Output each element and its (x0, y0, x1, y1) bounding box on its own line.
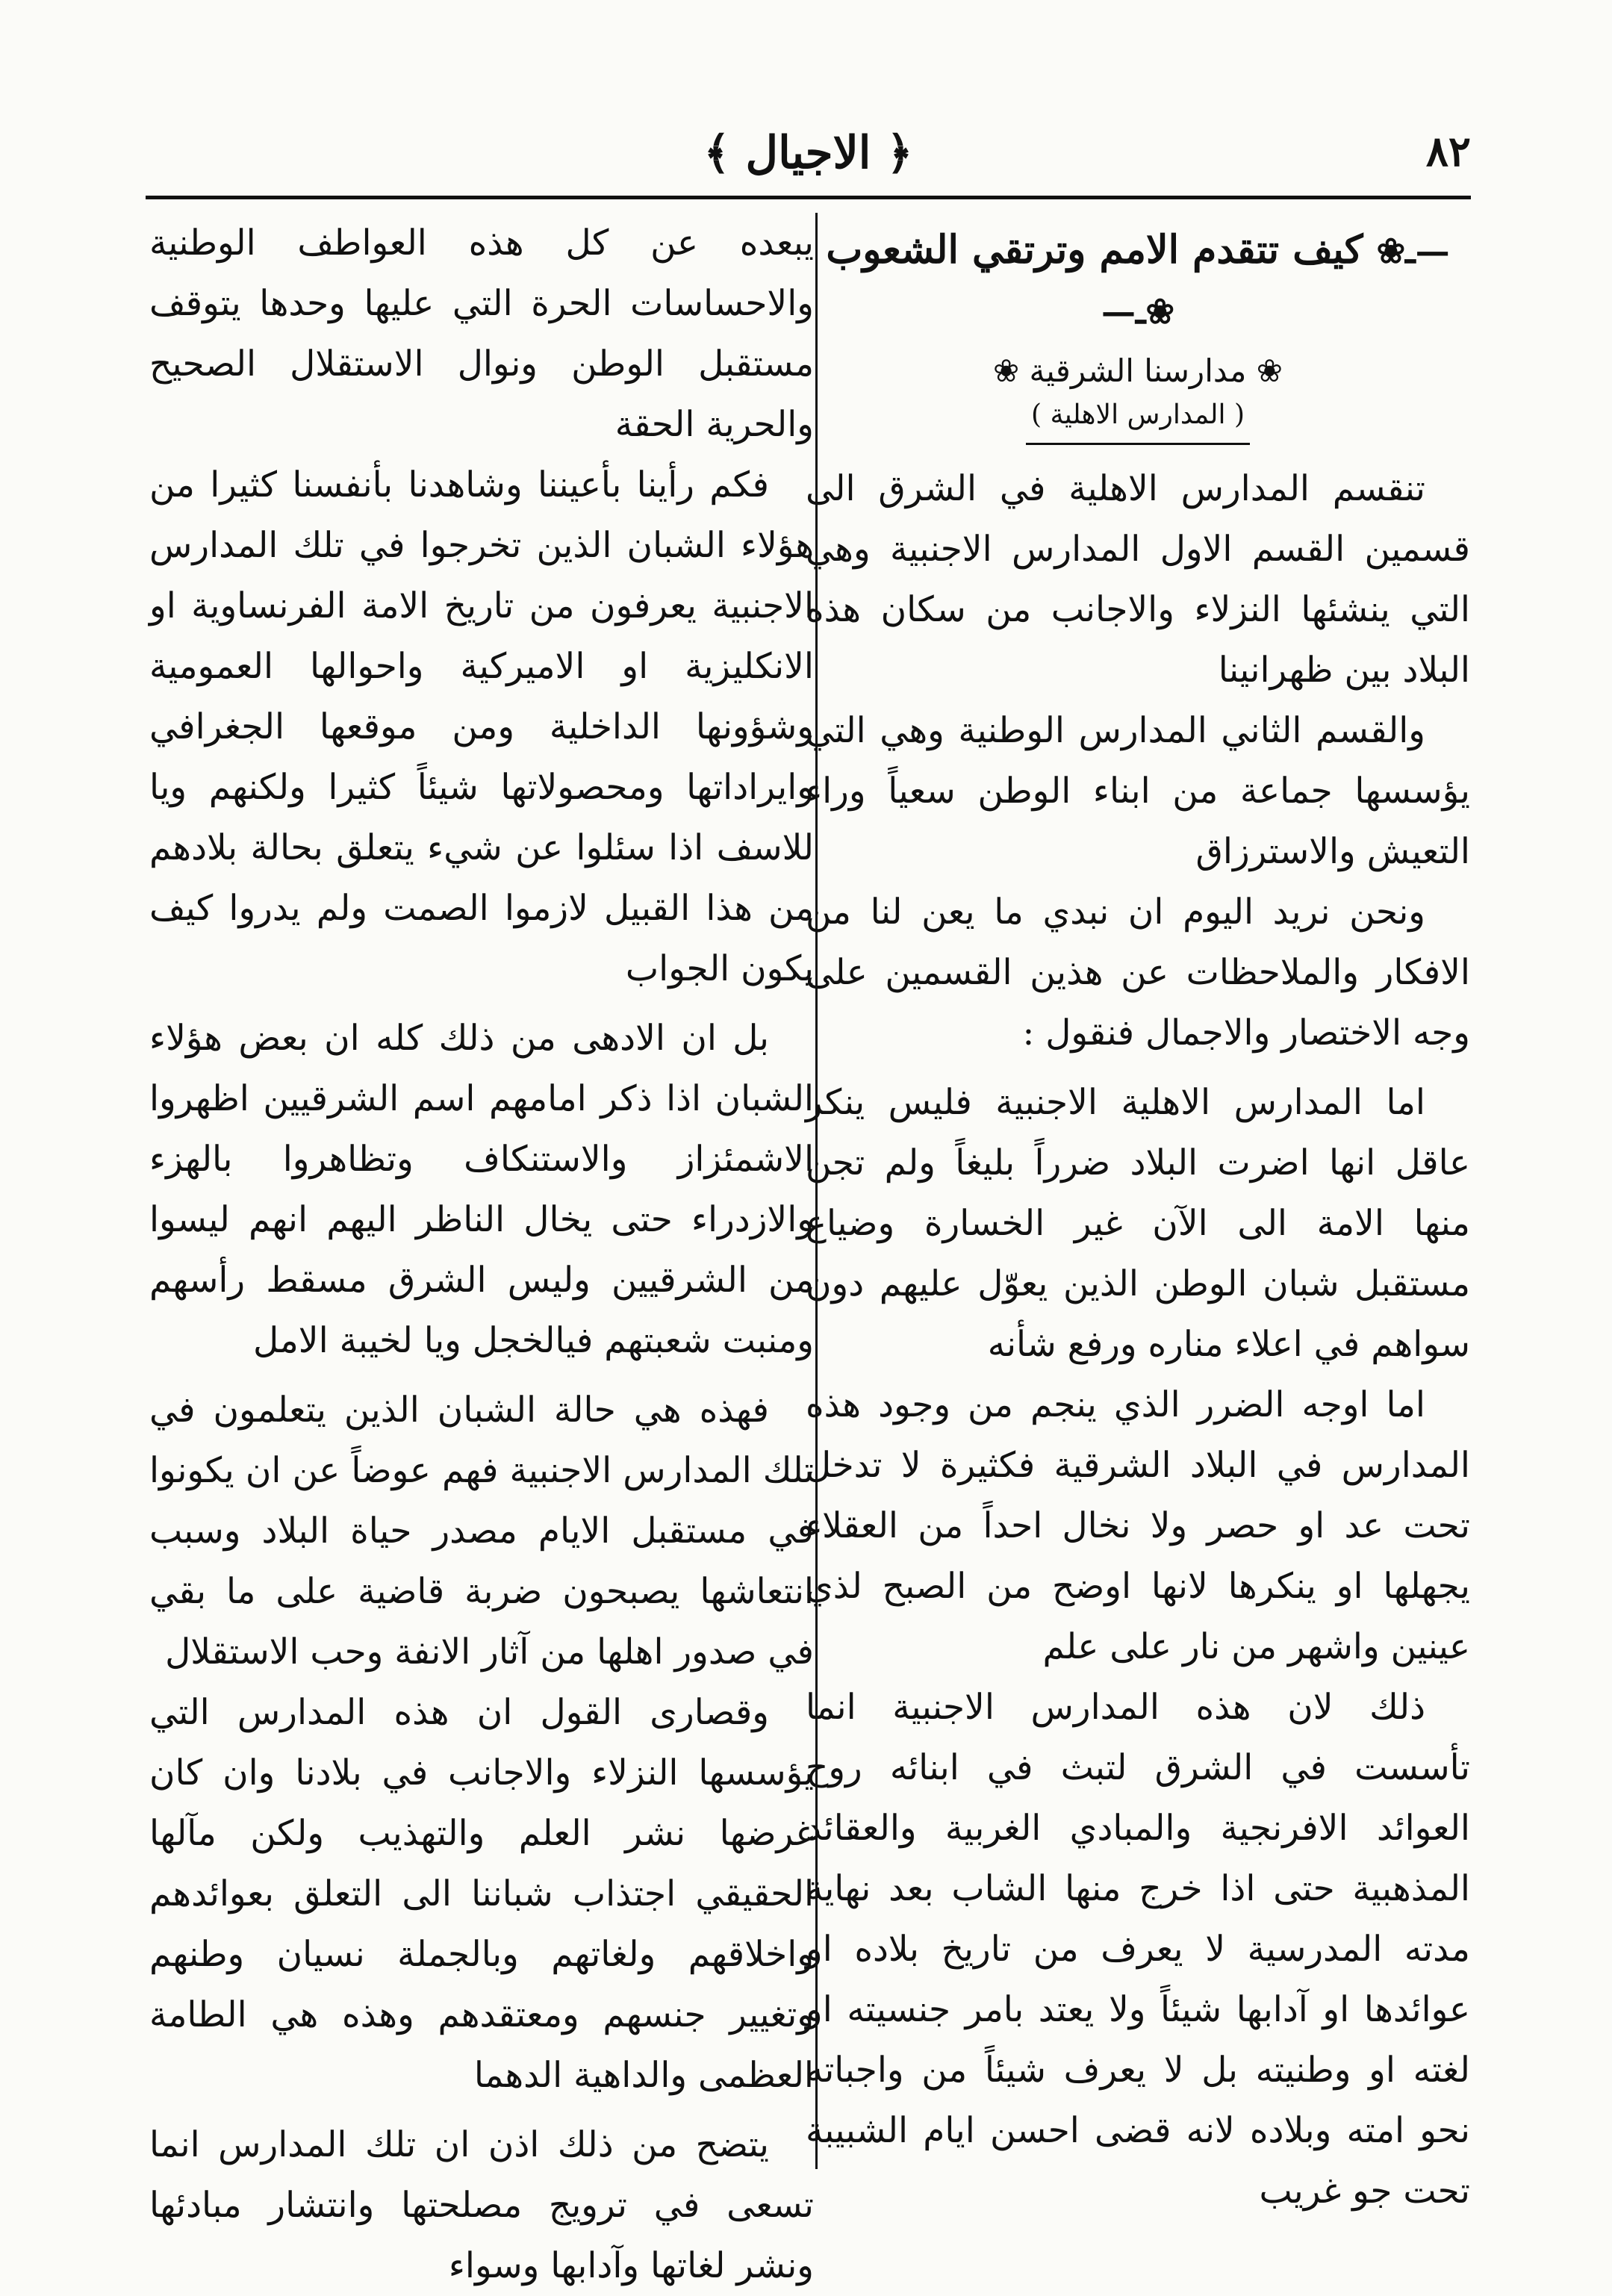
title-ornament-right: —ـ❀ (1376, 231, 1450, 271)
paragraph: ونحن نريد اليوم ان نبدي ما يعن لنا من الافكار والملاحظات عن هذين القسمين على وجه الاختصار والاجمال فنقول : (806, 892, 1470, 1054)
title-rule (1026, 443, 1250, 445)
paragraph: اما المدارس الاهلية الاجنبية فليس ينكر عاقل انها اضرت البلاد ضرراً بليغاً ولم تجن منها الامة الى الآن غير الخسارة وضياع مستقبل شبان الوطن الذين يعوّل عليهم دون سواهم في اعلاء مناره ورفع شأنه (806, 1082, 1470, 1365)
title-ornament-left: ❀ـ— (1101, 291, 1175, 332)
page-header (146, 127, 1471, 194)
paragraph: فكم رأينا بأعيننا وشاهدنا بأنفسنا كثيرا من هؤلاء الشبان الذين تخرجوا في تلك المدارس الاجنبية يعرفون من تاريخ الامة الفرنساوية او الانكليزية او الاميركية واحوالها العمومية وشؤونها الداخلية ومن موقعها الجغرافي وايراداتها ومحصولاتها شيئاً كثيرا ولكنهم ويا للاسف اذا سئلوا عن شيء يتعلق بحالة بلادهم من هذا القبيل لازموا الصمت ولم يدروا كيف يكون الجواب (149, 464, 814, 989)
paragraph: اما اوجه الضرر الذي ينجم من وجود هذه المدارس في البلاد الشرقية فكثيرة لا تدخل تحت عد او حصر ولا نخال احداً من العقلاء يجهلها او ينكرها لانها اوضح من الصبح لذي عينين واشهر من نار على علم (806, 1384, 1470, 1667)
paragraph: فهذه هي حالة الشبان الذين يتعلمون في تلك المدارس الاجنبية فهم عوضاً عن ان يكونوا في مستقبل الايام مصدر حياة البلاد وسبب انتعاشها يصبحون ضربة قاضية على ما بقي في صدور اهلها من آثار الانفة وحب الاستقلال (149, 1390, 814, 1673)
article-subtitle (806, 347, 1470, 395)
page-number: ٨٢ (1425, 127, 1471, 176)
article-title (806, 220, 1470, 341)
paragraph: يتضح من ذلك اذن ان تلك المدارس انما تسعى في ترويج مصلحتها وانتشار مبادئها ونشر لغاتها وآدابها وسواء (149, 2124, 814, 2286)
right-column (806, 213, 1470, 2212)
running-title: ﴿ الاجيال ﴾ (703, 127, 913, 179)
column-divider (815, 213, 818, 2169)
paragraph: والقسم الثاني المدارس الوطنية وهي التي يؤسسها جماعة من ابناء الوطن سعياً وراء التعيش والاسترزاق (806, 710, 1470, 872)
subtitle-ornament: ❀ (1256, 352, 1283, 389)
paragraph: وقصارى القول ان هذه المدارس التي يؤسسها النزلاء والاجانب في بلادنا وان كان غرضها نشر العلم والتهذيب ولكن مآلها الحقيقي اجتذاب شباننا الى التعلق بعوائدهم واخلاقهم ولغاتهم وبالجملة نسيان وطنهم وتغيير جنسهم ومعتقدهم وهذه هي الطامة العظمى والداهية الدهما (149, 1692, 814, 2096)
paragraph: بل ان الادهى من ذلك كله ان بعض هؤلاء الشبان اذا ذكر امامهم اسم الشرقيين اظهروا الاشمئزاز والاستنكاف وتظاهروا بالهزء والازدراء حتى يخال الناظر اليهم انهم ليسوا من الشرقيين وليس الشرق مسقط رأسهم ومنبت شعبتهم فيالخجل ويا لخيبة الامل (149, 1018, 814, 1361)
subtitle-text: مدارسنا الشرقية (1029, 352, 1247, 389)
paragraph: تنقسم المدارس الاهلية في الشرق الى قسمين القسم الاول المدارس الاجنبية وهي التي ينشئها النزلاء والاجانب من سكان هذه البلاد بين ظهرانينا (806, 468, 1470, 691)
subtitle-ornament-left: ❀ (992, 352, 1020, 389)
header-rule (146, 196, 1471, 199)
paragraph: يبعده عن كل هذه العواطف الوطنية والاحساسات الحرة التي عليها وحدها يتوقف مستقبل الوطن ونوال الاستقلال الصحيح والحرية الحقة (149, 223, 814, 445)
paragraph: ذلك لان هذه المدارس الاجنبية انما تأسست في الشرق لتبث في ابنائه روح العوائد الافرنجية والمبادي الغربية والعقائد المذهبية حتى اذا خرج منها الشاب بعد نهاية مدته المدرسية لا يعرف من تاريخ بلاده او عوائدها او آدابها شيئاً ولا يعتد بامر جنسيته او لغته او وطنيته بل لا يعرف شيئاً من واجباته نحو امته وبلاده لانه قضى احسن ايام الشبيبة تحت جو غريب (806, 1687, 1470, 2212)
article-title-text: كيف تتقدم الامم وترتقي الشعوب (826, 227, 1363, 273)
article-section-label: ( المدارس الاهلية ) (1030, 399, 1245, 430)
left-column (149, 213, 814, 2286)
